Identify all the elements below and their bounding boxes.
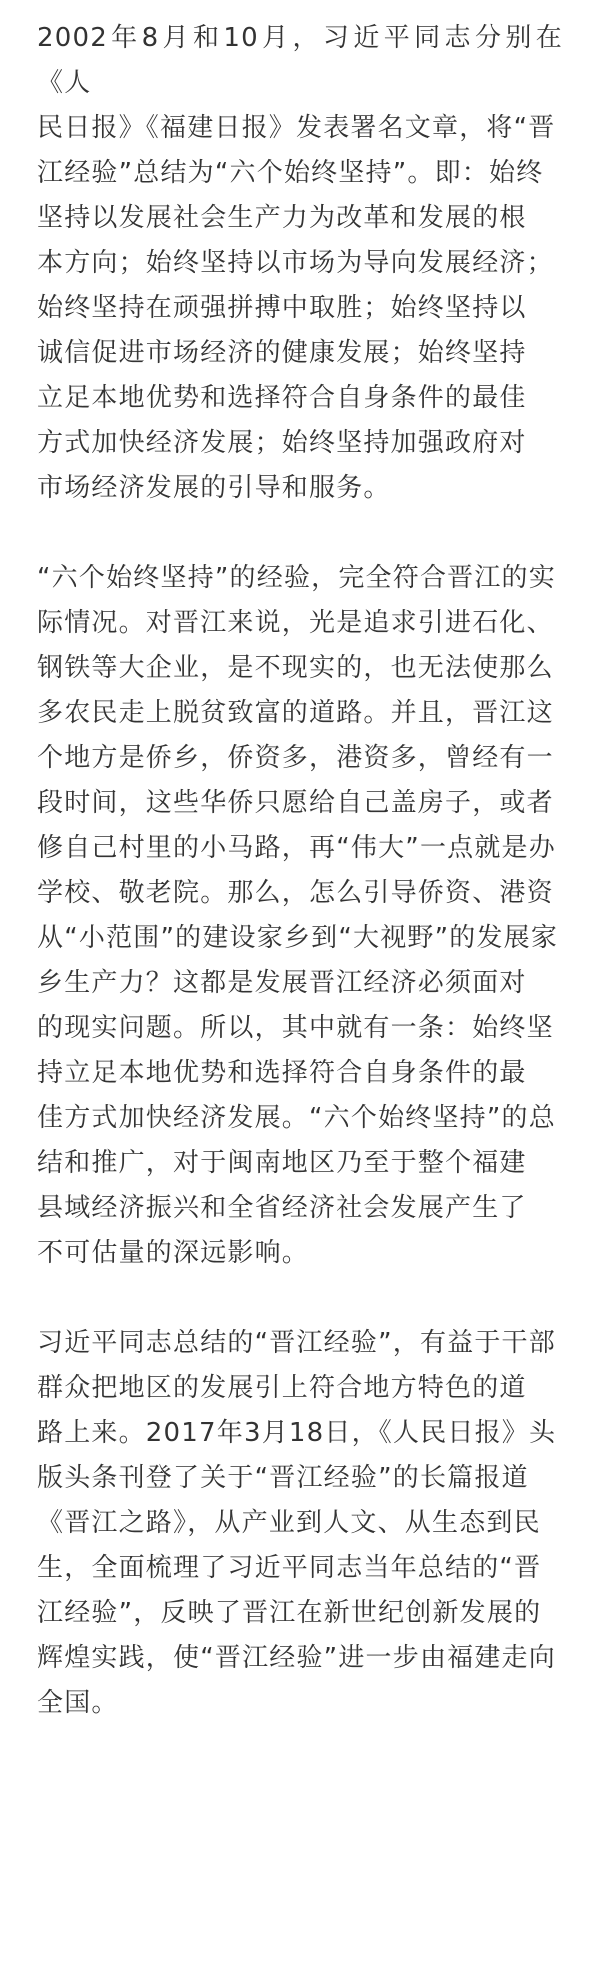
- paragraph-2: “六个始终坚持”的经验，完全符合晋江的实 际情况。对晋江来说，光是追求引进石化、 钢铁等大企业，是不现实的，也无法使那么 多农民走上脱贫致富的道路。并且，晋江这 个地方是侨乡，侨资多，港资多，曾经有一 段时间，这些华侨只愿给自己盖房子，或者 修自己村里的小马路，再“伟大”一点就是办 学校、敬老院。那么，怎么引导侨资、港资 从“小范围”的建设家乡到“大视野”的发展家 乡生产力？这都是发展晋江经济必须面对 的现实问题。所以，其中就有一条：始终坚 持立足本地优势和选择符合自身条件的最 佳方式加快经济发展。“六个始终坚持”的总 结和推广，对于闽南地区乃至于整个福建 县域经济振兴和全省经济社会发展产生了 不可估量的深远影响。: [37, 563, 559, 1268]
- paragraph-3: 习近平同志总结的“晋江经验”，有益于干部 群众把地区的发展引上符合地方特色的道 路上来。2017年3月18日，《人民日报》头 版头条刊登了关于“晋江经验”的长篇报道 《晋江之路》，从产业到人文、从生态到民 生，全面梳理了习近平同志当年总结的“晋 江经验”，反映了晋江在新世纪创新发展的 辉煌实践，使“晋江经验”进一步由福建走向 全国。: [37, 1328, 557, 1718]
- paragraph-1: 2002年8月和10月，习近平同志分别在《人 民日报》《福建日报》发表署名文章，将“晋 江经验”总结为“六个始终坚持”。即：始终 坚持以发展社会生产力为改革和发展的根 本方向；始终坚持以市场为导向发展经济； 始终坚持在顽强拼搏中取胜；始终坚持以 诚信促进市场经济的健康发展；始终坚持 立足本地优势和选择符合自身条件的最佳 方式加快经济发展；始终坚持加强政府对 市场经济发展的引导和服务。: [37, 23, 563, 503]
